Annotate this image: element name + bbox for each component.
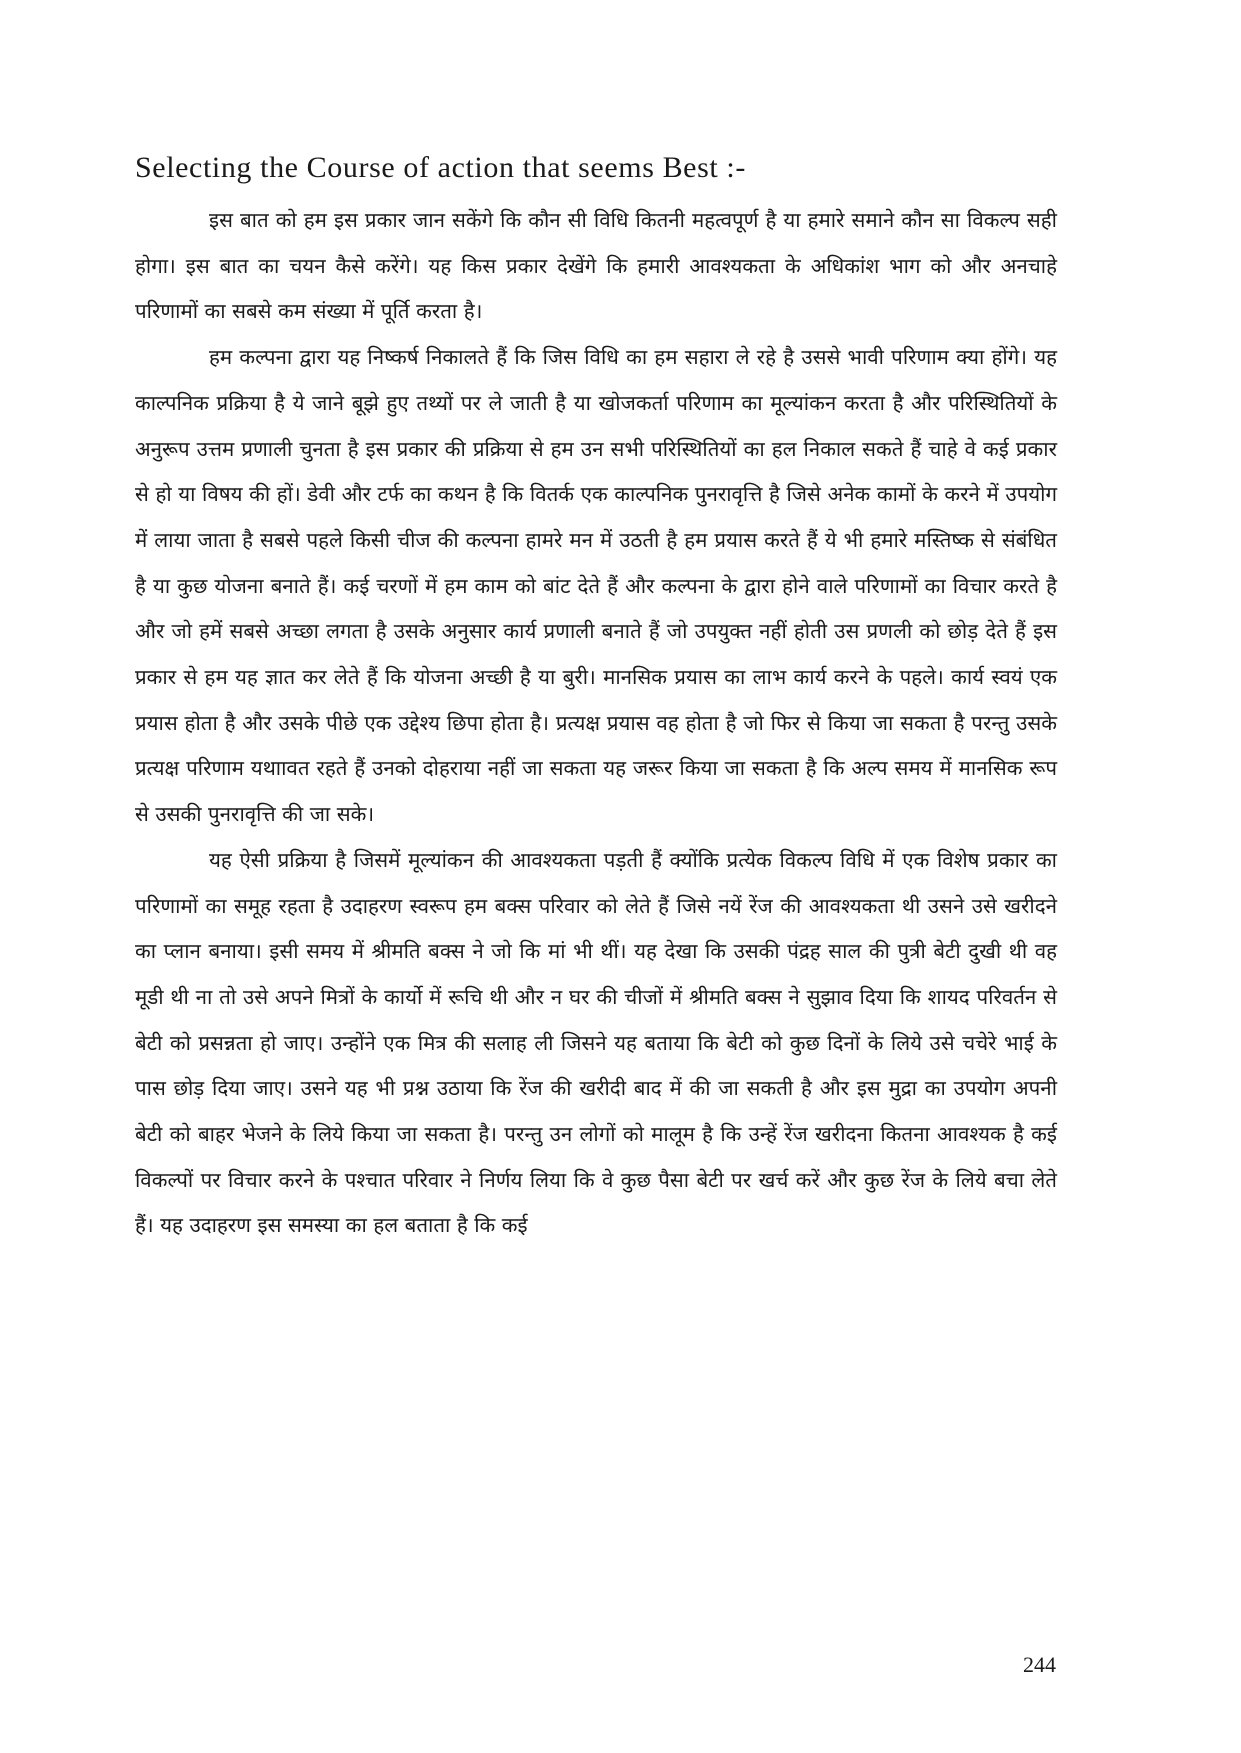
page-number: 244 bbox=[1023, 1652, 1056, 1677]
paragraph-2: हम कल्पना द्वारा यह निष्कर्ष निकालते हैं कि जिस विधि का हम सहारा ले रहे है उससे भावी परिणाम क्या होंगे। यह काल्पनिक प्रक्रिया है ये जाने बूझे हुए तथ्यों पर ले जाती है या खोजकर्ता परिणाम का मूल्यांकन करता है और परिस्थितियों के अनुरूप उत्तम प्रणाली चुनता है इस प्रकार की प्रक्रिया से हम उन सभी परिस्थितियों का हल निकाल सकते हैं चाहे वे कई प्रकार से हो या विषय की हों। डेवी और टर्फ का कथन है कि वितर्क एक काल्पनिक पुनरावृत्ति है जिसे अनेक कामों के करने में उपयोग में लाया जाता है सबसे पहले किसी चीज की कल्पना हामरे मन में उठती है हम प्रयास करते हैं ये भी हमारे मस्तिष्क से संबंधित है या कुछ योजना बनाते हैं। कई चरणों में हम काम को बांट देते हैं और कल्पना के द्वारा होने वाले परिणामों का विचार करते है और जो हमें सबसे अच्छा लगता है उसके अनुसार कार्य प्रणाली बनाते हैं जो उपयुक्त नहीं होती उस प्रणली को छोड़ देते हैं इस प्रकार से हम यह ज्ञात कर लेते हैं कि योजना अच्छी है या बुरी। मानसिक प्रयास का लाभ कार्य करने के पहले। कार्य स्वयं एक प्रयास होता है और उसके पीछे एक उद्देश्य छिपा होता है। प्रत्यक्ष प्रयास वह होता है जो फिर से किया जा सकता है परन्तु उसके प्रत्यक्ष परिणाम यथाावत रहते हैं उनको दोहराया नहीं जा सकता यह जरूर किया जा सकता है कि अल्प समय में मानसिक रूप से उसकी पुनरावृत्ति की जा सके। bbox=[135, 345, 1057, 827]
paragraph-1: इस बात को हम इस प्रकार जान सकेंगे कि कौन सी विधि कितनी महत्वपूर्ण है या हमारे समाने कौन सा विकल्प सही होगा। इस बात का चयन कैसे करेंगे। यह किस प्रकार देखेंगे कि हमारी आवश्यकता के अधिकांश भाग को और अनचाहे परिणामों का सबसे कम संख्या में पूर्ति करता है। bbox=[135, 208, 1057, 324]
section-heading: Selecting the Course of action that seems Best :- bbox=[135, 151, 746, 184]
body-text bbox=[135, 198, 1057, 1249]
paragraph-3: यह ऐसी प्रक्रिया है जिसमें मूल्यांकन की आवश्यकता पड़ती हैं क्योंकि प्रत्येक विकल्प विधि में एक विशेष प्रकार का परिणामों का समूह रहता है उदाहरण स्वरूप हम बक्स परिवार को लेते हैं जिसे नयें रेंज की आवश्यकता थी उसने उसे खरीदने का प्लान बनाया। इसी समय में श्रीमति बक्स ने जो कि मां भी थीं। यह देखा कि उसकी पंद्रह साल की पुत्री बेटी दुखी थी वह मूडी थी ना तो उसे अपने मित्रों के कार्यो में रूचि थी और न घर की चीजों में श्रीमति बक्स ने सुझाव दिया कि शायद परिवर्तन से बेटी को प्रसन्नता हो जाए। उन्होंने एक मित्र की सलाह ली जिसने यह बताया कि बेटी को कुछ दिनों के लिये उसे चचेरे भाई के पास छोड़ दिया जाए। उसने यह भी प्रश्न उठाया कि रेंज की खरीदी बाद में की जा सकती है और इस मुद्रा का उपयोग अपनी बेटी को बाहर भेजने के लिये किया जा सकता है। परन्तु उन लोगों को मालूम है कि उन्हें रेंज खरीदना कितना आवश्यक है कई विकल्पों पर विचार करने के पश्चात परिवार ने निर्णय लिया कि वे कुछ पैसा बेटी पर खर्च करें और कुछ रेंज के लिये बचा लेते हैं। यह उदाहरण इस समस्या का हल बताता है कि कई bbox=[135, 847, 1057, 1238]
